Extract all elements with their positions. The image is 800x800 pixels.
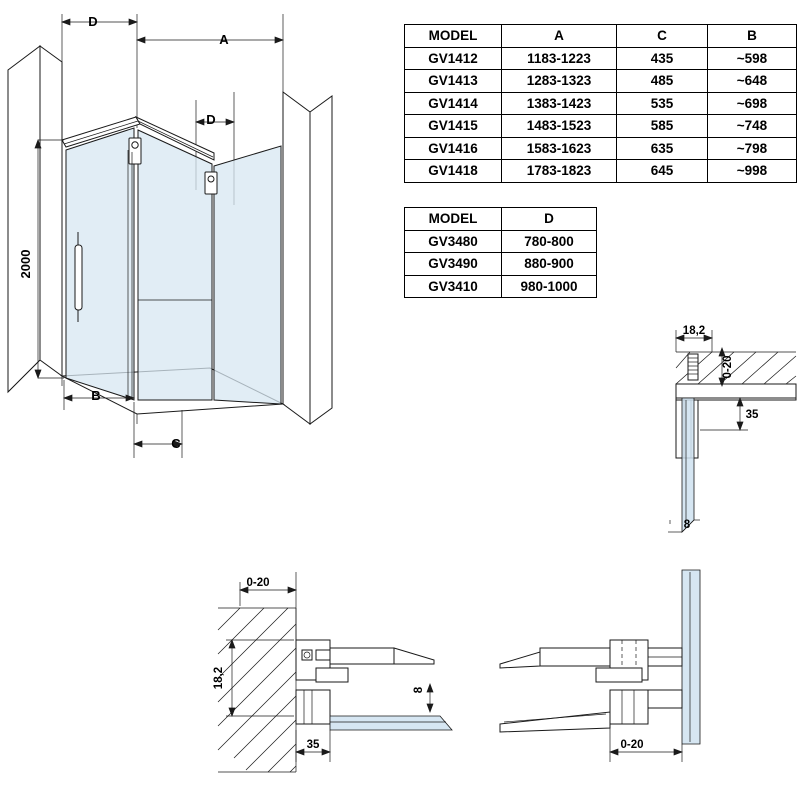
cell-d: 880-900 [502,253,597,276]
cell-model: GV3490 [405,253,502,276]
label-8-bottom-left: 8 [413,686,425,694]
cell-a: 1483-1523 [502,115,617,138]
cell-a: 1783-1823 [502,160,617,183]
label-35-right: 35 [745,409,759,421]
cell-b: ~698 [708,92,797,115]
label-8-right: 8 [683,519,691,531]
label-18-2-bottom-left: 18,2 [213,666,225,690]
profile-assembly-bottom-right [500,640,648,732]
cell-c: 485 [617,70,708,93]
th-model: MODEL [405,25,502,48]
cell-d: 780-800 [502,230,597,253]
cell-model: GV1415 [405,115,502,138]
cell-model: GV1416 [405,137,502,160]
cell-a: 1583-1623 [502,137,617,160]
th-c: C [617,25,708,48]
th-model: MODEL [405,208,502,231]
cell-a: 1283-1323 [502,70,617,93]
th-a: A [502,25,617,48]
glass-strip-bottom-right [682,570,700,744]
cell-a: 1183-1223 [502,47,617,70]
cell-model: GV1418 [405,160,502,183]
cell-model: GV3410 [405,275,502,298]
cell-c: 585 [617,115,708,138]
label-0-20-right: 0-20 [722,355,734,379]
cell-b: ~648 [708,70,797,93]
cell-c: 635 [617,137,708,160]
label-d-top-left: D [88,14,98,29]
cell-c: 435 [617,47,708,70]
cell-d: 980-1000 [502,275,597,298]
cell-a: 1383-1423 [502,92,617,115]
th-d: D [502,208,597,231]
label-b-bottom: B [91,388,101,403]
cell-model: GV1413 [405,70,502,93]
cell-b: ~598 [708,47,797,70]
glass-connector-bottom-right [648,648,682,708]
cell-model: GV1414 [405,92,502,115]
cell-b: ~748 [708,115,797,138]
cell-model: GV1412 [405,47,502,70]
cell-b: ~798 [708,137,797,160]
cell-c: 535 [617,92,708,115]
cell-model: GV3480 [405,230,502,253]
label-d-inner: D [206,112,216,127]
cell-b: ~998 [708,160,797,183]
label-height-2000: 2000 [18,249,33,279]
label-0-20-bottom-right: 0-20 [620,739,644,751]
cell-c: 645 [617,160,708,183]
label-c-bottom: C [171,436,181,451]
label-a-top: A [219,32,229,47]
label-18-2-right: 18,2 [682,325,706,337]
label-35-bottom-left: 35 [306,739,320,751]
label-0-20-bottom-left: 0-20 [246,577,270,589]
th-b: B [708,25,797,48]
